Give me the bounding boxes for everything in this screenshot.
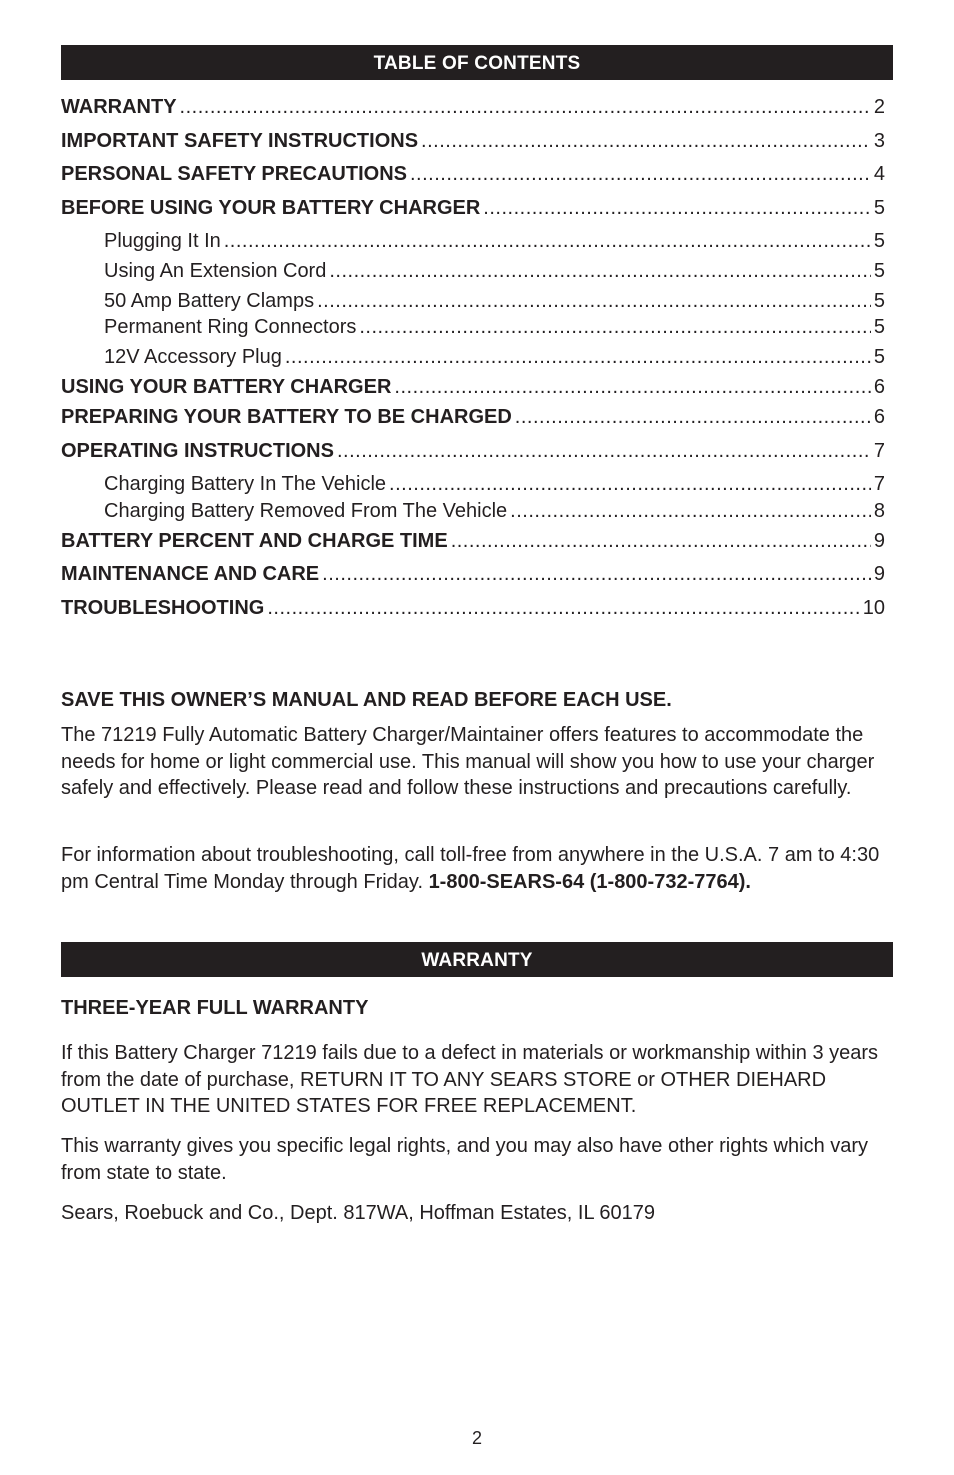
toc-entry-label: BEFORE USING YOUR BATTERY CHARGER — [61, 197, 481, 219]
intro-paragraph: The 71219 Fully Automatic Battery Charger/Maintainer offers features to accommodate the needs for home or light commercial use. This manual will show you how to use your charger safely and effectively. Please read and follow these instructions and precautions carefully. — [61, 724, 875, 799]
toc-title: TABLE OF CONTENTS — [373, 53, 581, 74]
toc-entry — [61, 197, 885, 225]
toc-entry-page: 5 — [873, 260, 885, 282]
toc-entry-label: Permanent Ring Connectors — [104, 316, 357, 338]
toc-entry-page: 5 — [873, 316, 885, 338]
toc-entry-page: 5 — [873, 346, 885, 368]
intro-heading: SAVE THIS OWNER’S MANUAL AND READ BEFORE EACH USE. — [61, 689, 672, 711]
toc-title-bar — [61, 45, 893, 80]
toc-entry-page: 5 — [873, 230, 885, 252]
toc-entry-label: 50 Amp Battery Clamps — [104, 290, 315, 312]
toc-entry-page: 9 — [873, 563, 885, 585]
toc-entry — [61, 163, 885, 191]
toc-entry-label: TROUBLESHOOTING — [61, 597, 265, 619]
toc-entry — [61, 96, 885, 124]
toc-entry-page: 7 — [873, 440, 885, 462]
toc-entry-page: 10 — [862, 597, 885, 619]
warranty-title-bar — [61, 942, 893, 977]
toc-entry-label: PREPARING YOUR BATTERY TO BE CHARGED — [61, 406, 512, 428]
warranty-paragraph: If this Battery Charger 71219 fails due to a defect in materials or workmanship within 3 years from the date of purchase, RETURN IT TO ANY SEARS STORE or OTHER DIEHARD OUTLET IN THE UNITED STATES FOR FREE REPLACEMENT. — [61, 1042, 879, 1117]
toc-subentry — [104, 316, 885, 344]
warranty-rights-paragraph: This warranty gives you specific legal rights, and you may also have other rights which vary from state to state. — [61, 1135, 869, 1184]
toc-subentry — [104, 500, 885, 528]
toc-entry-page: 5 — [873, 197, 885, 219]
warranty-heading: THREE-YEAR FULL WARRANTY — [61, 997, 369, 1019]
toc-entry — [61, 376, 885, 404]
toc-subentry — [104, 346, 885, 374]
support-phone-number: 1-800-SEARS-64 (1-800-732-7764). — [428, 870, 751, 893]
toc-entry — [61, 597, 885, 625]
toc-subentry — [104, 230, 885, 258]
support-text: For information about troubleshooting, call toll-free from anywhere in the U.S.A. 7 am to 4:30 pm Central Time Monday through Friday. — [61, 844, 880, 893]
toc-entry-label: MAINTENANCE AND CARE — [61, 563, 320, 585]
toc-subentry — [104, 473, 885, 501]
toc-entry-label: PERSONAL SAFETY PRECAUTIONS — [61, 163, 407, 185]
toc-entry-label: IMPORTANT SAFETY INSTRUCTIONS — [61, 130, 419, 152]
toc-entry-page: 9 — [873, 530, 885, 552]
toc-entry-label: Charging Battery In The Vehicle — [104, 473, 387, 495]
toc-entry-page: 3 — [873, 130, 885, 152]
toc-entry-label: 12V Accessory Plug — [104, 346, 282, 368]
toc-entry-page: 5 — [873, 290, 885, 312]
toc-entry-label: Using An Extension Cord — [104, 260, 327, 282]
toc-entry — [61, 440, 885, 468]
toc-entry-page: 6 — [873, 406, 885, 428]
toc-entry-label: Charging Battery Removed From The Vehicle — [104, 500, 508, 522]
toc-entry — [61, 530, 885, 558]
toc-entry-page: 2 — [873, 96, 885, 118]
toc-entry — [61, 406, 885, 434]
toc-subentry — [104, 260, 885, 288]
toc-entry-label: OPERATING INSTRUCTIONS — [61, 440, 334, 462]
toc-entry-label: USING YOUR BATTERY CHARGER — [61, 376, 392, 398]
page-number: 2 — [471, 1428, 482, 1448]
toc-entry-page: 6 — [873, 376, 885, 398]
toc-entry-page: 8 — [873, 500, 885, 522]
toc-subentry — [104, 290, 885, 318]
warranty-address: Sears, Roebuck and Co., Dept. 817WA, Hoffman Estates, IL 60179 — [61, 1202, 656, 1224]
toc-entry-page: 7 — [873, 473, 885, 495]
support-paragraph — [61, 842, 893, 895]
toc-entry-label: Plugging It In — [104, 230, 221, 252]
toc-entry — [61, 563, 885, 591]
toc-entry-page: 4 — [873, 163, 885, 185]
warranty-title: WARRANTY — [421, 950, 533, 971]
toc-entry-label: BATTERY PERCENT AND CHARGE TIME — [61, 530, 448, 552]
toc-entry-label: WARRANTY — [61, 96, 177, 118]
toc-entry — [61, 130, 885, 158]
